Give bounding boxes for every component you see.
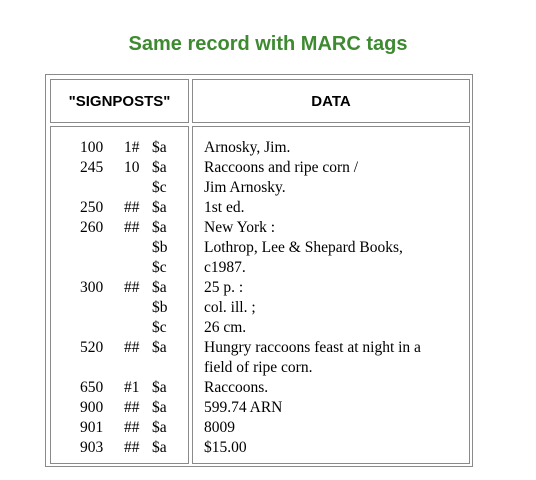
- signposts-header: "SIGNPOSTS": [50, 79, 189, 123]
- data-column: [192, 126, 470, 464]
- marc-tag: 900: [80, 399, 104, 416]
- signpost-row: [51, 398, 188, 418]
- marc-indicators: ##: [124, 219, 140, 236]
- data-line: $15.00: [204, 439, 247, 456]
- signposts-column: [50, 126, 189, 464]
- signpost-row: [51, 378, 188, 398]
- marc-subfield: $a: [152, 339, 167, 356]
- page-title: Same record with MARC tags: [128, 33, 408, 55]
- marc-tag: 100: [80, 139, 104, 156]
- data-line: Jim Arnosky.: [204, 179, 286, 196]
- signpost-row: [51, 358, 188, 378]
- data-header: DATA: [192, 79, 470, 123]
- data-line: 25 p. :: [204, 279, 244, 296]
- data-line: Hungry raccoons feast at night in a: [204, 339, 421, 356]
- marc-tag: 250: [80, 199, 104, 216]
- marc-tag: 520: [80, 339, 104, 356]
- signpost-row: [51, 318, 188, 338]
- marc-subfield: $c: [152, 319, 167, 336]
- signpost-row: [51, 278, 188, 298]
- marc-subfield: $a: [152, 439, 167, 456]
- data-line: New York :: [204, 219, 276, 236]
- data-line: 1st ed.: [204, 199, 245, 216]
- data-line: c1987.: [204, 259, 246, 276]
- marc-subfield: $a: [152, 379, 167, 396]
- marc-subfield: $b: [152, 299, 168, 316]
- marc-tag: 260: [80, 219, 104, 236]
- data-line: Raccoons and ripe corn /: [204, 159, 359, 176]
- signpost-row: [51, 158, 188, 178]
- data-line: col. ill. ;: [204, 299, 256, 316]
- marc-subfield: $a: [152, 279, 167, 296]
- data-line: 599.74 ARN: [204, 399, 283, 416]
- marc-subfield: $b: [152, 239, 168, 256]
- marc-tag: 650: [80, 379, 104, 396]
- marc-subfield: $a: [152, 159, 167, 176]
- marc-indicators: ##: [124, 199, 140, 216]
- signpost-row: [51, 178, 188, 198]
- marc-indicators: ##: [124, 419, 140, 436]
- signpost-row: [51, 198, 188, 218]
- marc-subfield: $c: [152, 179, 167, 196]
- data-line: Arnosky, Jim.: [204, 139, 291, 156]
- marc-tag: 245: [80, 159, 104, 176]
- signpost-row: [51, 258, 188, 278]
- marc-indicators: ##: [124, 279, 140, 296]
- marc-tag: 901: [80, 419, 104, 436]
- signpost-row: [51, 438, 188, 458]
- data-line: 26 cm.: [204, 319, 247, 336]
- marc-subfield: $a: [152, 199, 167, 216]
- marc-tag: 903: [80, 439, 104, 456]
- data-line: field of ripe corn.: [204, 359, 313, 376]
- data-line: 8009: [204, 419, 235, 436]
- data-line: Lothrop, Lee & Shepard Books,: [204, 239, 403, 256]
- signpost-row: [51, 298, 188, 318]
- marc-indicators: ##: [124, 439, 140, 456]
- marc-tag: 300: [80, 279, 104, 296]
- marc-subfield: $c: [152, 259, 167, 276]
- marc-indicators: 10: [124, 159, 140, 176]
- signpost-row: [51, 138, 188, 158]
- marc-subfield: $a: [152, 139, 167, 156]
- marc-subfield: $a: [152, 419, 167, 436]
- marc-indicators: #1: [124, 379, 140, 396]
- marc-indicators: ##: [124, 339, 140, 356]
- signpost-row: [51, 418, 188, 438]
- data-line: Raccoons.: [204, 379, 269, 396]
- signpost-row: [51, 218, 188, 238]
- signpost-row: [51, 238, 188, 258]
- marc-record-table: [45, 74, 473, 467]
- marc-subfield: $a: [152, 219, 167, 236]
- marc-indicators: ##: [124, 399, 140, 416]
- signpost-row: [51, 338, 188, 358]
- marc-indicators: 1#: [124, 139, 140, 156]
- marc-subfield: $a: [152, 399, 167, 416]
